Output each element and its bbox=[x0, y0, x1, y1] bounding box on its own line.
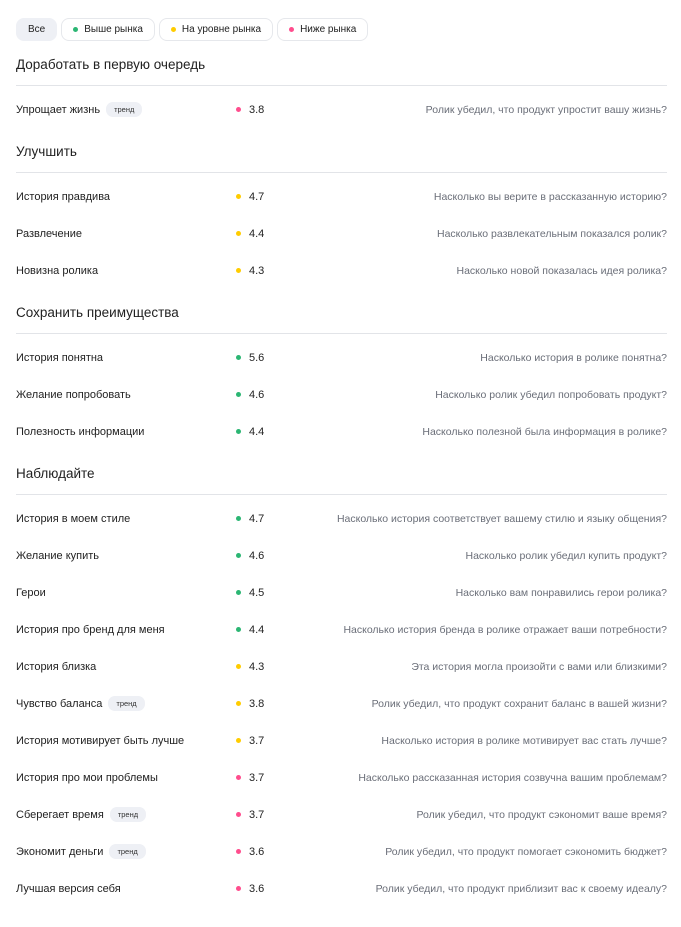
metric-question: Насколько вы верите в рассказанную историю? bbox=[433, 190, 667, 203]
metric-question: Насколько история соответствует вашему стилю и языку общения? bbox=[336, 512, 667, 525]
score-value: 4.4 bbox=[249, 227, 265, 240]
metric-name: История про бренд для меня bbox=[16, 623, 165, 636]
metric-question: Ролик убедил, что продукт сэкономит ваше время? bbox=[416, 808, 667, 821]
metric-score bbox=[236, 550, 264, 562]
metric-name-cell bbox=[16, 844, 236, 859]
metric-question: Насколько ролик убедил попробовать продукт? bbox=[435, 388, 667, 401]
score-value: 4.6 bbox=[249, 388, 265, 401]
filter-bar bbox=[16, 0, 667, 41]
status-dot-icon bbox=[171, 27, 176, 32]
metric-name: Желание попробовать bbox=[16, 388, 131, 401]
metric-score bbox=[236, 352, 264, 364]
metric-row[interactable] bbox=[16, 574, 667, 611]
metric-score bbox=[236, 698, 264, 710]
metric-question: Насколько история в ролике понятна? bbox=[480, 351, 667, 364]
metric-row[interactable] bbox=[16, 648, 667, 685]
metric-name-cell bbox=[16, 587, 236, 599]
status-dot-icon bbox=[236, 664, 241, 669]
score-value: 5.6 bbox=[249, 351, 265, 364]
status-dot-icon bbox=[236, 355, 241, 360]
metric-score bbox=[236, 426, 264, 438]
metric-score bbox=[236, 389, 264, 401]
metric-row[interactable] bbox=[16, 685, 667, 722]
metric-score bbox=[236, 735, 264, 747]
metric-question: Ролик убедил, что продукт упростит вашу жизнь? bbox=[425, 103, 667, 116]
score-value: 4.5 bbox=[249, 586, 265, 599]
metric-section bbox=[16, 463, 667, 907]
metric-row[interactable] bbox=[16, 611, 667, 648]
status-dot-icon bbox=[236, 231, 241, 236]
metric-question: Ролик убедил, что продукт помогает сэкономить бюджет? bbox=[385, 845, 667, 858]
metric-question: Насколько история в ролике мотивирует вас стать лучше? bbox=[381, 734, 667, 747]
filter-label: Ниже рынка bbox=[300, 24, 357, 35]
status-dot-icon bbox=[236, 849, 241, 854]
metric-question: Ролик убедил, что продукт приблизит вас к своему идеалу? bbox=[375, 882, 667, 895]
metric-question: Ролик убедил, что продукт сохранит баланс в вашей жизни? bbox=[371, 697, 667, 710]
metric-name: История понятна bbox=[16, 351, 104, 364]
metric-score bbox=[236, 661, 264, 673]
status-dot-icon bbox=[236, 194, 241, 199]
metric-name-cell bbox=[16, 735, 236, 747]
metric-name-cell bbox=[16, 696, 236, 711]
filter-below-button[interactable] bbox=[277, 18, 368, 41]
metric-question: Насколько полезной была информация в ролике? bbox=[422, 425, 667, 438]
score-value: 3.7 bbox=[249, 734, 265, 747]
status-dot-icon bbox=[289, 27, 294, 32]
status-dot-icon bbox=[236, 516, 241, 521]
status-dot-icon bbox=[236, 429, 241, 434]
metric-name-cell bbox=[16, 352, 236, 364]
metric-name: Новизна ролика bbox=[16, 264, 99, 277]
filter-all-button[interactable] bbox=[16, 18, 57, 41]
metric-row[interactable] bbox=[16, 796, 667, 833]
status-dot-icon bbox=[236, 107, 241, 112]
metric-name: История в моем стиле bbox=[16, 512, 131, 525]
score-value: 4.7 bbox=[249, 512, 265, 525]
section-title: Доработать в первую очередь bbox=[16, 57, 206, 72]
metric-name: Упрощает жизнь bbox=[16, 103, 101, 116]
metric-question: Эта история могла произойти с вами или близкими? bbox=[411, 660, 667, 673]
metric-name-cell bbox=[16, 426, 236, 438]
trend-badge: тренд bbox=[110, 807, 146, 822]
section-title: Сохранить преимущества bbox=[16, 305, 179, 320]
metric-row[interactable] bbox=[16, 91, 667, 128]
metric-score bbox=[236, 846, 264, 858]
metric-name: История правдива bbox=[16, 190, 111, 203]
score-value: 3.6 bbox=[249, 882, 265, 895]
score-value: 4.4 bbox=[249, 425, 265, 438]
metrics-sections bbox=[16, 54, 667, 907]
status-dot-icon bbox=[236, 627, 241, 632]
metric-name-cell bbox=[16, 191, 236, 203]
metric-row[interactable] bbox=[16, 178, 667, 215]
metric-section bbox=[16, 302, 667, 450]
metric-name: История мотивирует быть лучше bbox=[16, 734, 185, 747]
metric-question: Насколько рассказанная история созвучна вашим проблемам? bbox=[358, 771, 667, 784]
metric-name: Герои bbox=[16, 586, 46, 599]
score-value: 3.8 bbox=[249, 103, 265, 116]
trend-badge: тренд bbox=[106, 102, 142, 117]
metric-row[interactable] bbox=[16, 537, 667, 574]
metric-question: Насколько история бренда в ролике отражает ваши потребности? bbox=[343, 623, 667, 636]
metric-name-cell bbox=[16, 102, 236, 117]
metric-name-cell bbox=[16, 661, 236, 673]
metric-row[interactable] bbox=[16, 376, 667, 413]
metric-name-cell bbox=[16, 389, 236, 401]
metric-question: Насколько вам понравились герои ролика? bbox=[455, 586, 667, 599]
metric-score bbox=[236, 883, 264, 895]
metric-question: Насколько ролик убедил купить продукт? bbox=[465, 549, 667, 562]
metric-score bbox=[236, 513, 264, 525]
metric-name: Желание купить bbox=[16, 549, 100, 562]
section-divider bbox=[16, 494, 667, 495]
status-dot-icon bbox=[236, 268, 241, 273]
metric-name: История про мои проблемы bbox=[16, 771, 158, 784]
status-dot-icon bbox=[73, 27, 78, 32]
metric-row[interactable] bbox=[16, 413, 667, 450]
status-dot-icon bbox=[236, 886, 241, 891]
section-divider bbox=[16, 333, 667, 334]
metric-score bbox=[236, 228, 264, 240]
metric-score bbox=[236, 809, 264, 821]
metric-name: Лучшая версия себя bbox=[16, 882, 121, 895]
score-value: 3.6 bbox=[249, 845, 265, 858]
status-dot-icon bbox=[236, 590, 241, 595]
score-value: 3.8 bbox=[249, 697, 265, 710]
metric-name: Сберегает время bbox=[16, 808, 104, 821]
filter-label: Выше рынка bbox=[84, 24, 143, 35]
filter-label: Все bbox=[28, 24, 46, 35]
metric-row[interactable] bbox=[16, 722, 667, 759]
metric-row[interactable] bbox=[16, 339, 667, 376]
metric-name: Развлечение bbox=[16, 227, 82, 240]
status-dot-icon bbox=[236, 701, 241, 706]
metric-name-cell bbox=[16, 513, 236, 525]
metric-score bbox=[236, 265, 264, 277]
score-value: 4.3 bbox=[249, 660, 265, 673]
metric-name: Чувство баланса bbox=[16, 697, 103, 710]
section-title: Улучшить bbox=[16, 144, 77, 159]
section-divider bbox=[16, 172, 667, 173]
status-dot-icon bbox=[236, 392, 241, 397]
score-value: 3.7 bbox=[249, 771, 265, 784]
metric-name: История близка bbox=[16, 660, 97, 673]
metric-name-cell bbox=[16, 265, 236, 277]
trend-badge: тренд bbox=[108, 696, 144, 711]
metric-name-cell bbox=[16, 807, 236, 822]
metric-score bbox=[236, 104, 264, 116]
metric-row[interactable] bbox=[16, 833, 667, 870]
score-value: 4.7 bbox=[249, 190, 265, 203]
section-divider bbox=[16, 85, 667, 86]
metric-name: Экономит деньги bbox=[16, 845, 104, 858]
filter-label: На уровне рынка bbox=[181, 24, 262, 35]
trend-badge: тренд bbox=[109, 844, 145, 859]
metric-name-cell bbox=[16, 228, 236, 240]
status-dot-icon bbox=[236, 812, 241, 817]
metric-name-cell bbox=[16, 624, 236, 636]
status-dot-icon bbox=[236, 738, 241, 743]
score-value: 4.4 bbox=[249, 623, 265, 636]
metric-name: Полезность информации bbox=[16, 425, 145, 438]
status-dot-icon bbox=[236, 553, 241, 558]
metric-score bbox=[236, 191, 264, 203]
metric-question: Насколько новой показалась идея ролика? bbox=[456, 264, 667, 277]
metric-name-cell bbox=[16, 883, 236, 895]
metric-section bbox=[16, 54, 667, 128]
metric-row[interactable] bbox=[16, 500, 667, 537]
metric-score bbox=[236, 587, 264, 599]
score-value: 4.3 bbox=[249, 264, 265, 277]
metric-name-cell bbox=[16, 772, 236, 784]
section-title: Наблюдайте bbox=[16, 466, 95, 481]
metric-row[interactable] bbox=[16, 252, 667, 289]
metric-row[interactable] bbox=[16, 759, 667, 796]
metric-section bbox=[16, 141, 667, 289]
score-value: 3.7 bbox=[249, 808, 265, 821]
filter-level-button[interactable] bbox=[159, 18, 273, 41]
score-value: 4.6 bbox=[249, 549, 265, 562]
metric-name-cell bbox=[16, 550, 236, 562]
metric-score bbox=[236, 772, 264, 784]
metric-row[interactable] bbox=[16, 870, 667, 907]
filter-above-button[interactable] bbox=[61, 18, 155, 41]
metric-question: Насколько развлекательным показался ролик? bbox=[436, 227, 667, 240]
metric-row[interactable] bbox=[16, 215, 667, 252]
metric-score bbox=[236, 624, 264, 636]
status-dot-icon bbox=[236, 775, 241, 780]
